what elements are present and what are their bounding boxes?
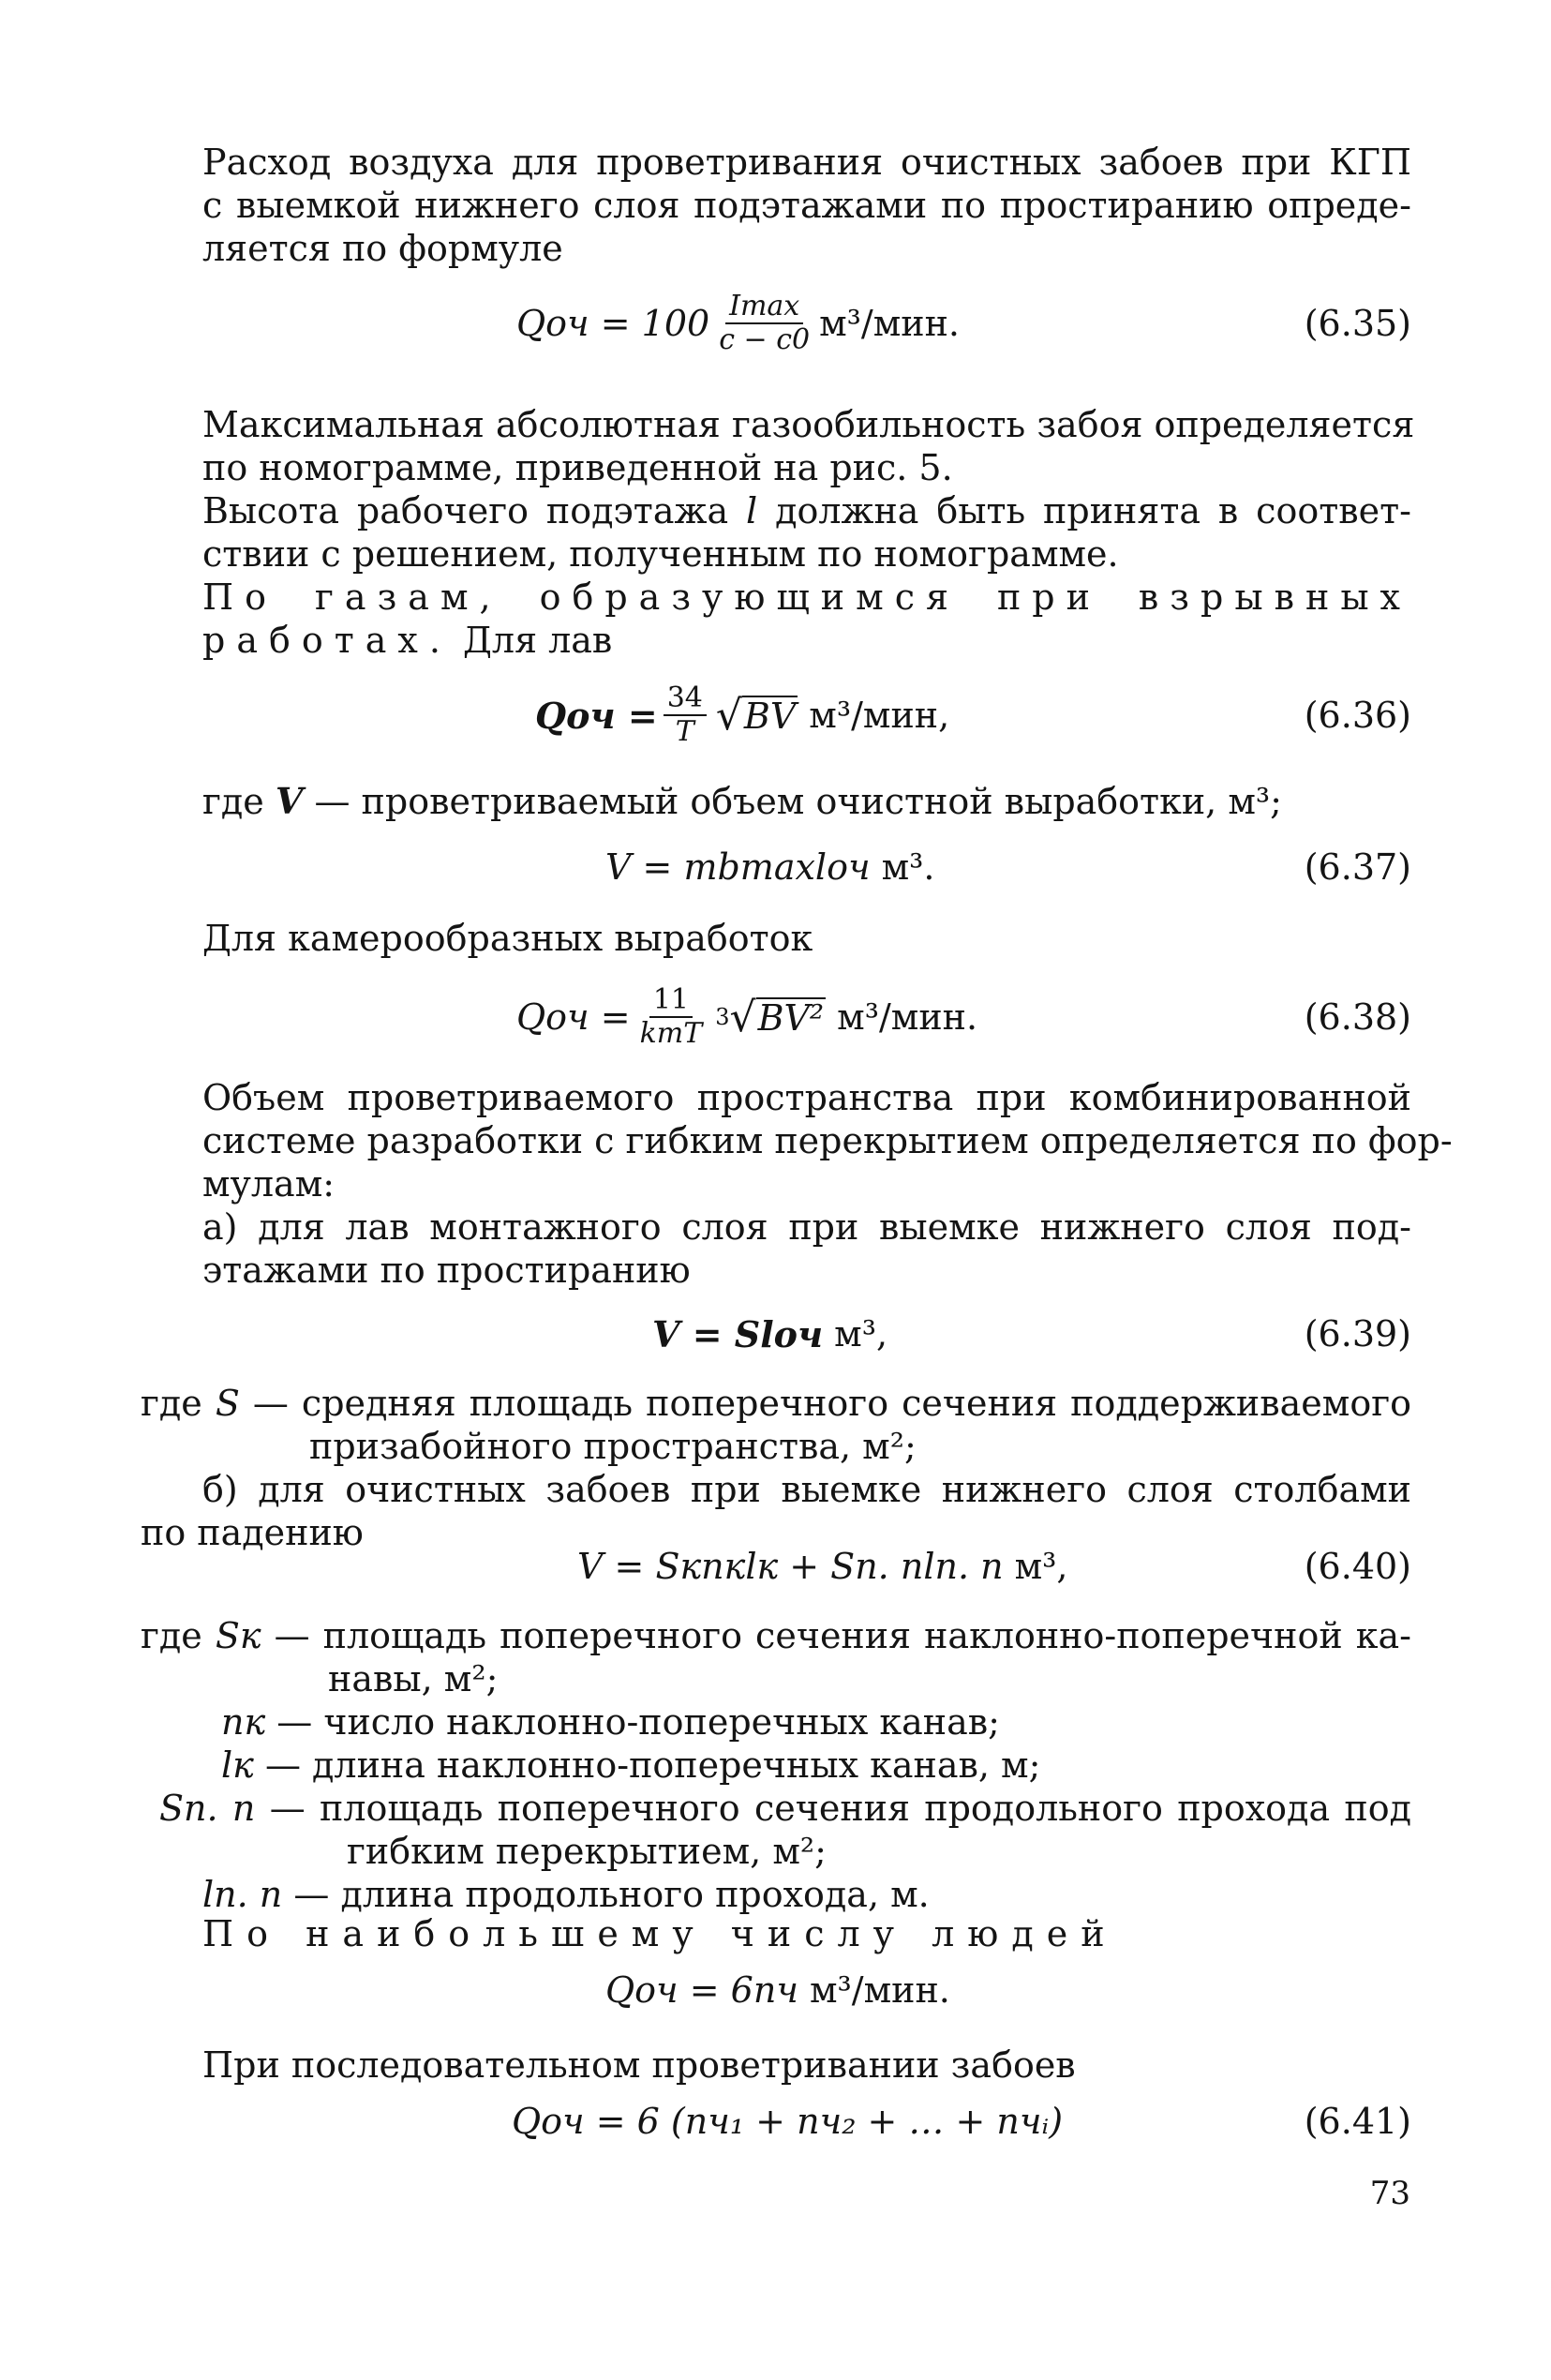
- eq639-body: V = Slоч: [652, 1312, 824, 1355]
- eq635-denominator: c − c0: [719, 323, 811, 356]
- para-line-8: По газам, образующимся при взрывных: [202, 576, 1411, 618]
- eq636-denominator: T: [675, 715, 694, 748]
- eq637-body: V = mbmaxlоч: [605, 846, 871, 888]
- para-line-11: Для камерообразных выработок: [202, 918, 813, 959]
- eq638-root: [715, 994, 826, 1041]
- para-line-25: [159, 1787, 1411, 1830]
- eq635-label: (6.35): [1304, 303, 1411, 344]
- eq636-unit: м³/мин,: [809, 695, 950, 736]
- eq638-unit: м³/мин.: [837, 996, 978, 1038]
- equation-6-38: [202, 975, 1411, 1059]
- eq640-label: (6.40): [1304, 1546, 1411, 1587]
- eq636-radicand: BV: [743, 696, 797, 737]
- para-line-10-var: V: [275, 780, 304, 822]
- para-line-28: По наибольшему числу людей: [202, 1913, 1118, 1954]
- para-line-10-b: — проветриваемый объем очистной выработки, м³;: [314, 781, 1282, 822]
- para-line-9-b: Для лав: [463, 620, 613, 661]
- eq641-label: (6.41): [1304, 2101, 1411, 2142]
- para-line-14: мулам:: [202, 1163, 336, 1205]
- para-line-17: [141, 1382, 1411, 1425]
- para-line-24: [221, 1744, 1430, 1787]
- para-line-17-var: S: [215, 1383, 240, 1424]
- eq-people-body: Qоч = 6nч: [605, 1969, 798, 2011]
- para-line-17-a: где: [141, 1383, 202, 1424]
- para-line-9: [202, 619, 1411, 662]
- page-number: 73: [1369, 2175, 1410, 2212]
- para-line-17-b: — средняя площадь поперечного сечения поддерживаемого: [252, 1383, 1411, 1424]
- eq638-lhs: Qоч =: [516, 996, 631, 1038]
- eq638-root-index: 3: [715, 1004, 730, 1030]
- equation-6-39: [202, 1292, 1411, 1376]
- eq636-fraction: [664, 682, 707, 748]
- eq636-label: (6.36): [1304, 695, 1411, 736]
- para-line-16: этажами по простиранию: [202, 1250, 691, 1291]
- para-line-26: гибким перекрытием, м²;: [347, 1831, 827, 1872]
- eq637-unit: м³.: [881, 846, 935, 888]
- para-line-6: [202, 489, 1411, 532]
- eq635-numerator: Imax: [725, 291, 803, 324]
- eq638-label: (6.38): [1304, 996, 1411, 1038]
- para-line-29: При последовательном проветривании забоев: [202, 2044, 1076, 2086]
- para-line-21-a: где: [141, 1615, 202, 1656]
- para-line-20: по падению: [141, 1512, 364, 1553]
- eq638-radicand: BV²: [757, 997, 825, 1039]
- eq-people-unit: м³/мин.: [809, 1969, 950, 2011]
- para-line-6-a: Высота рабочего подэтажа: [202, 490, 729, 531]
- para-line-19: б) для очистных забоев при выемке нижнего слоя столбами: [202, 1469, 1411, 1510]
- eq637-label: (6.37): [1304, 846, 1411, 888]
- para-line-7: ствии с решением, полученным по номограмме.: [202, 533, 1119, 575]
- para-line-6-b: должна быть принята в соответ-: [775, 490, 1411, 531]
- eq638-denominator: kтT: [639, 1017, 703, 1050]
- para-line-18: призабойного пространства, м²;: [309, 1426, 917, 1467]
- para-line-21-b: — площадь поперечного сечения наклонно-поперечной ка-: [274, 1615, 1411, 1656]
- para-line-27-var: lп. п: [202, 1874, 283, 1915]
- para-line-1: Расход воздуха для проветривания очистных забоев при КГП: [202, 142, 1411, 183]
- eq638-numerator: 11: [649, 984, 693, 1018]
- para-line-27-b: — длина продольного прохода, м.: [293, 1874, 930, 1915]
- equation-6-36: [202, 673, 1411, 757]
- eq640-body: V = Sкnкlк + Sп. пlп. п: [577, 1546, 1004, 1587]
- para-line-23-b: — число наклонно-поперечных канав;: [276, 1701, 1000, 1743]
- eq641-body: Qоч = 6 (nч₁ + nч₂ + … + nчᵢ): [512, 2101, 1064, 2142]
- eq640-unit: м³,: [1014, 1546, 1068, 1587]
- para-line-24-var: lк: [221, 1744, 254, 1786]
- para-line-23-var: nк: [221, 1701, 266, 1743]
- eq635-unit: м³/мин.: [819, 303, 960, 344]
- equation-6-40: [202, 1524, 1411, 1609]
- eq639-unit: м³,: [834, 1313, 888, 1355]
- eq638-fraction: [636, 984, 707, 1050]
- eq636-lhs: Qоч =: [535, 694, 658, 737]
- para-line-3: ляется по формуле: [202, 228, 563, 269]
- para-line-12: Объем проветриваемого пространства при комбинированной: [202, 1077, 1411, 1118]
- para-line-15: а) для лав монтажного слоя при выемке нижнего слоя под-: [202, 1206, 1411, 1248]
- para-line-10-a: где: [202, 781, 264, 822]
- para-line-27: [202, 1873, 1411, 1916]
- eq636-numerator: 34: [664, 682, 707, 716]
- para-line-13: системе разработки с гибким перекрытием определяется по фор-: [202, 1120, 1453, 1161]
- eq635-lhs: Qоч = 100: [516, 303, 710, 344]
- equation-6-41: [202, 2079, 1411, 2163]
- para-line-23: [221, 1700, 1430, 1744]
- para-line-25-var: Sп. п: [159, 1788, 256, 1829]
- para-line-22: навы, м²;: [328, 1658, 499, 1699]
- para-line-5: по номограмме, приведенной на рис. 5.: [202, 447, 953, 488]
- para-line-21: [141, 1614, 1411, 1657]
- para-line-21-var: Sк: [215, 1615, 261, 1656]
- para-line-25-b: — площадь поперечного сечения продольного прохода под: [269, 1788, 1412, 1829]
- eq639-label: (6.39): [1304, 1313, 1411, 1355]
- cbrt-sign-icon: √: [729, 993, 756, 1041]
- equation-6-35: [202, 281, 1411, 366]
- equation-6-37: [202, 825, 1411, 909]
- eq636-root: [716, 692, 798, 740]
- para-line-24-b: — длина наклонно-поперечных канав, м;: [264, 1744, 1041, 1786]
- para-line-10: [202, 780, 1411, 823]
- eq635-fraction: [715, 291, 813, 356]
- para-line-9-a: работах.: [202, 620, 452, 661]
- sqrt-sign-icon: √: [715, 691, 742, 740]
- para-line-4: Максимальная абсолютная газообильность забоя определяется: [202, 404, 1415, 445]
- equation-people: [202, 1948, 1411, 2032]
- para-line-2: с выемкой нижнего слоя подэтажами по простиранию опреде-: [202, 185, 1411, 226]
- para-line-6-var: l: [746, 490, 758, 531]
